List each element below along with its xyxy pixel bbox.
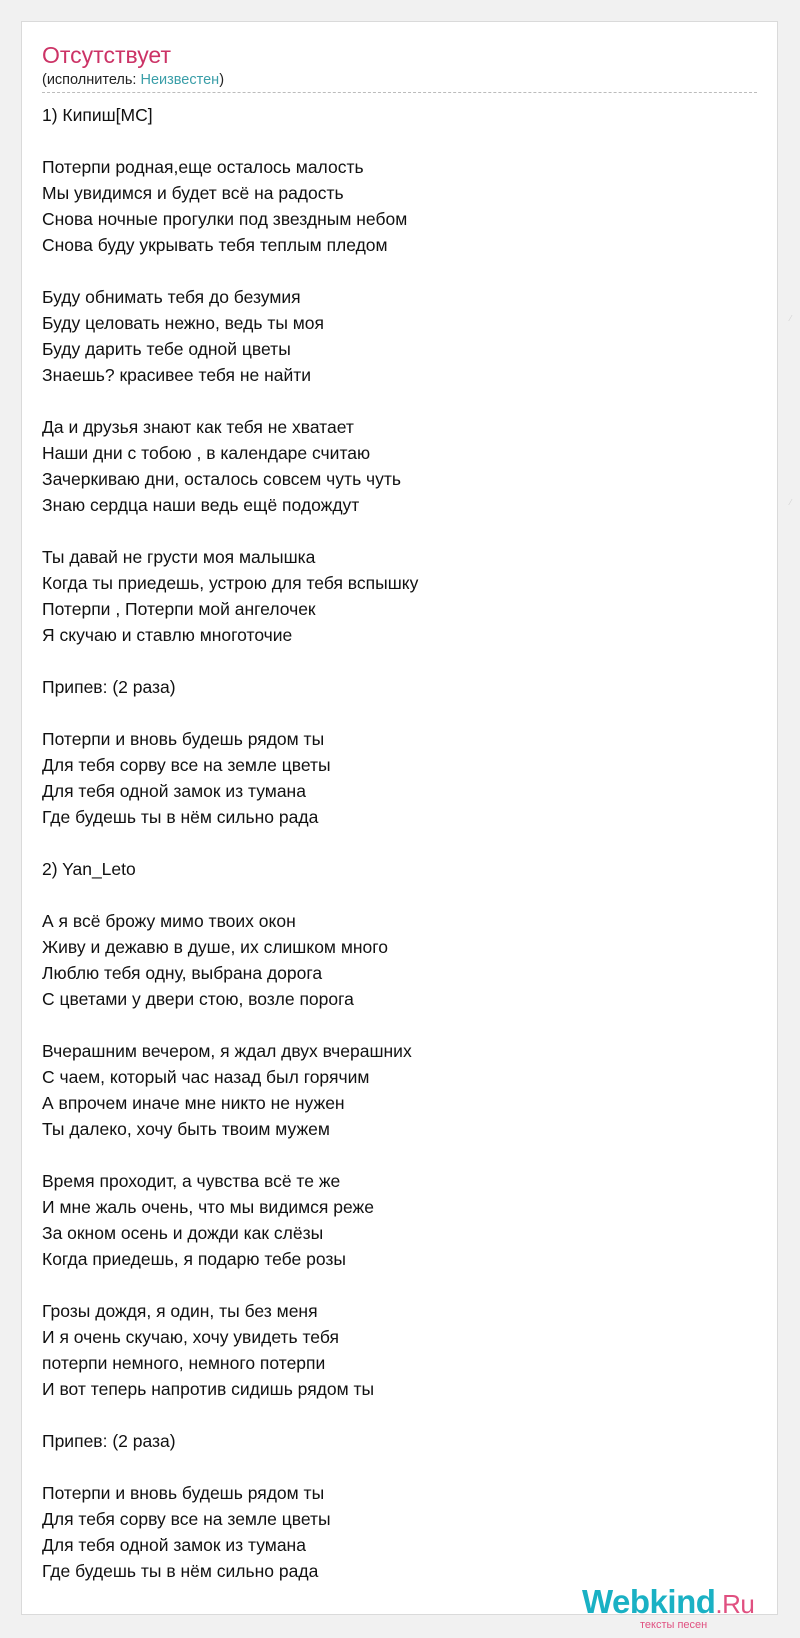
lyric-line: Люблю тебя одну, выбрана дорога bbox=[42, 963, 323, 983]
lyrics-card bbox=[21, 21, 778, 1631]
artist-suffix: ) bbox=[219, 72, 225, 88]
lyric-line: Для тебя одной замок из тумана bbox=[42, 1535, 306, 1555]
lyric-line: Когда ты приедешь, устрою для тебя вспышку bbox=[42, 573, 419, 593]
lyric-line: Я скучаю и ставлю многоточие bbox=[42, 625, 293, 645]
webkind-logo bbox=[582, 1583, 782, 1631]
lyric-line: Где будешь ты в нём сильно рада bbox=[42, 1561, 319, 1581]
song-title: Отсутствует bbox=[42, 42, 171, 68]
lyric-line: Вчерашним вечером, я ждал двух вчерашних bbox=[42, 1041, 412, 1061]
lyric-line: И мне жаль очень, что мы видимся реже bbox=[42, 1197, 374, 1217]
lyric-blank bbox=[42, 648, 762, 674]
lyric-line: Для тебя одной замок из тумана bbox=[42, 781, 306, 801]
lyric-line: потерпи немного, немного потерпи bbox=[42, 1353, 326, 1373]
lyric-blank bbox=[42, 518, 762, 544]
logo-wordmark bbox=[582, 1583, 754, 1623]
lyric-line: Для тебя сорву все на земле цветы bbox=[42, 1509, 331, 1529]
lyric-line: Для тебя сорву все на земле цветы bbox=[42, 755, 331, 775]
edge-mark: ⁄ bbox=[790, 314, 792, 323]
lyric-line: Грозы дождя, я один, ты без меня bbox=[42, 1301, 318, 1321]
lyric-line: Потерпи и вновь будешь рядом ты bbox=[42, 729, 325, 749]
lyric-line: Буду обнимать тебя до безумия bbox=[42, 287, 301, 307]
lyric-line: Припев: (2 раза) bbox=[42, 1431, 176, 1451]
lyric-blank bbox=[42, 830, 762, 856]
lyric-blank bbox=[42, 700, 762, 726]
logo-tagline: тексты песен bbox=[640, 1619, 708, 1631]
lyric-line: Снова буду укрывать тебя теплым пледом bbox=[42, 235, 388, 255]
lyric-line: За окном осень и дожди как слёзы bbox=[42, 1223, 324, 1243]
lyric-line: Потерпи и вновь будешь рядом ты bbox=[42, 1483, 325, 1503]
lyric-line: Когда приедешь, я подарю тебе розы bbox=[42, 1249, 346, 1269]
lyric-line: Зачеркиваю дни, осталось совсем чуть чуть bbox=[42, 469, 402, 489]
lyric-blank bbox=[42, 1272, 762, 1298]
lyric-line: Потерпи родная,еще осталось малость bbox=[42, 157, 364, 177]
lyrics-text bbox=[42, 102, 762, 1584]
lyric-line: Да и друзья знают как тебя не хватает bbox=[42, 417, 354, 437]
lyric-line: Буду целовать нежно, ведь ты моя bbox=[42, 313, 325, 333]
lyric-blank bbox=[42, 1402, 762, 1428]
logo-name: Webkind bbox=[582, 1583, 716, 1620]
lyric-line: И я очень скучаю, хочу увидеть тебя bbox=[42, 1327, 339, 1347]
lyric-line: Припев: (2 раза) bbox=[42, 677, 176, 697]
artist-prefix: (исполнитель: bbox=[42, 72, 141, 88]
lyric-blank bbox=[42, 388, 762, 414]
lyric-line: С чаем, который час назад был горячим bbox=[42, 1067, 370, 1087]
lyric-blank bbox=[42, 128, 762, 154]
lyric-blank bbox=[42, 882, 762, 908]
lyric-line: И вот теперь напротив сидишь рядом ты bbox=[42, 1379, 375, 1399]
lyric-line: А я всё брожу мимо твоих окон bbox=[42, 911, 296, 931]
lyric-blank bbox=[42, 258, 762, 284]
lyric-line: Живу и дежавю в душе, их слишком много bbox=[42, 937, 388, 957]
lyric-line: Знаю сердца наши ведь ещё подождут bbox=[42, 495, 360, 515]
lyric-line: Ты давай не грусти моя малышка bbox=[42, 547, 316, 567]
lyric-line: Время проходит, а чувства всё те же bbox=[42, 1171, 341, 1191]
lyric-line: Буду дарить тебе одной цветы bbox=[42, 339, 291, 359]
lyric-line: А впрочем иначе мне никто не нужен bbox=[42, 1093, 345, 1113]
lyric-line: Где будешь ты в нём сильно рада bbox=[42, 807, 319, 827]
title-divider bbox=[42, 92, 757, 93]
lyric-line: Ты далеко, хочу быть твоим мужем bbox=[42, 1119, 330, 1139]
artist-line bbox=[42, 71, 224, 89]
lyric-blank bbox=[42, 1142, 762, 1168]
lyric-line: Потерпи , Потерпи мой ангелочек bbox=[42, 599, 316, 619]
artist-link[interactable]: Неизвестен bbox=[140, 72, 220, 88]
lyric-line: 2) Yan_Leto bbox=[42, 859, 136, 879]
lyric-line: Мы увидимся и будет всё на радость bbox=[42, 183, 344, 203]
lyric-line: Знаешь? красивее тебя не найти bbox=[42, 365, 312, 385]
logo-tld: .Ru bbox=[715, 1589, 755, 1619]
lyric-line: С цветами у двери стою, возле порога bbox=[42, 989, 354, 1009]
lyric-blank bbox=[42, 1454, 762, 1480]
lyric-line: 1) Кипиш[MC] bbox=[42, 105, 153, 125]
lyric-blank bbox=[42, 1012, 762, 1038]
edge-mark: ⁄ bbox=[790, 498, 792, 507]
lyric-line: Наши дни с тобою , в календаре считаю bbox=[42, 443, 371, 463]
lyric-line: Снова ночные прогулки под звездным небом bbox=[42, 209, 408, 229]
